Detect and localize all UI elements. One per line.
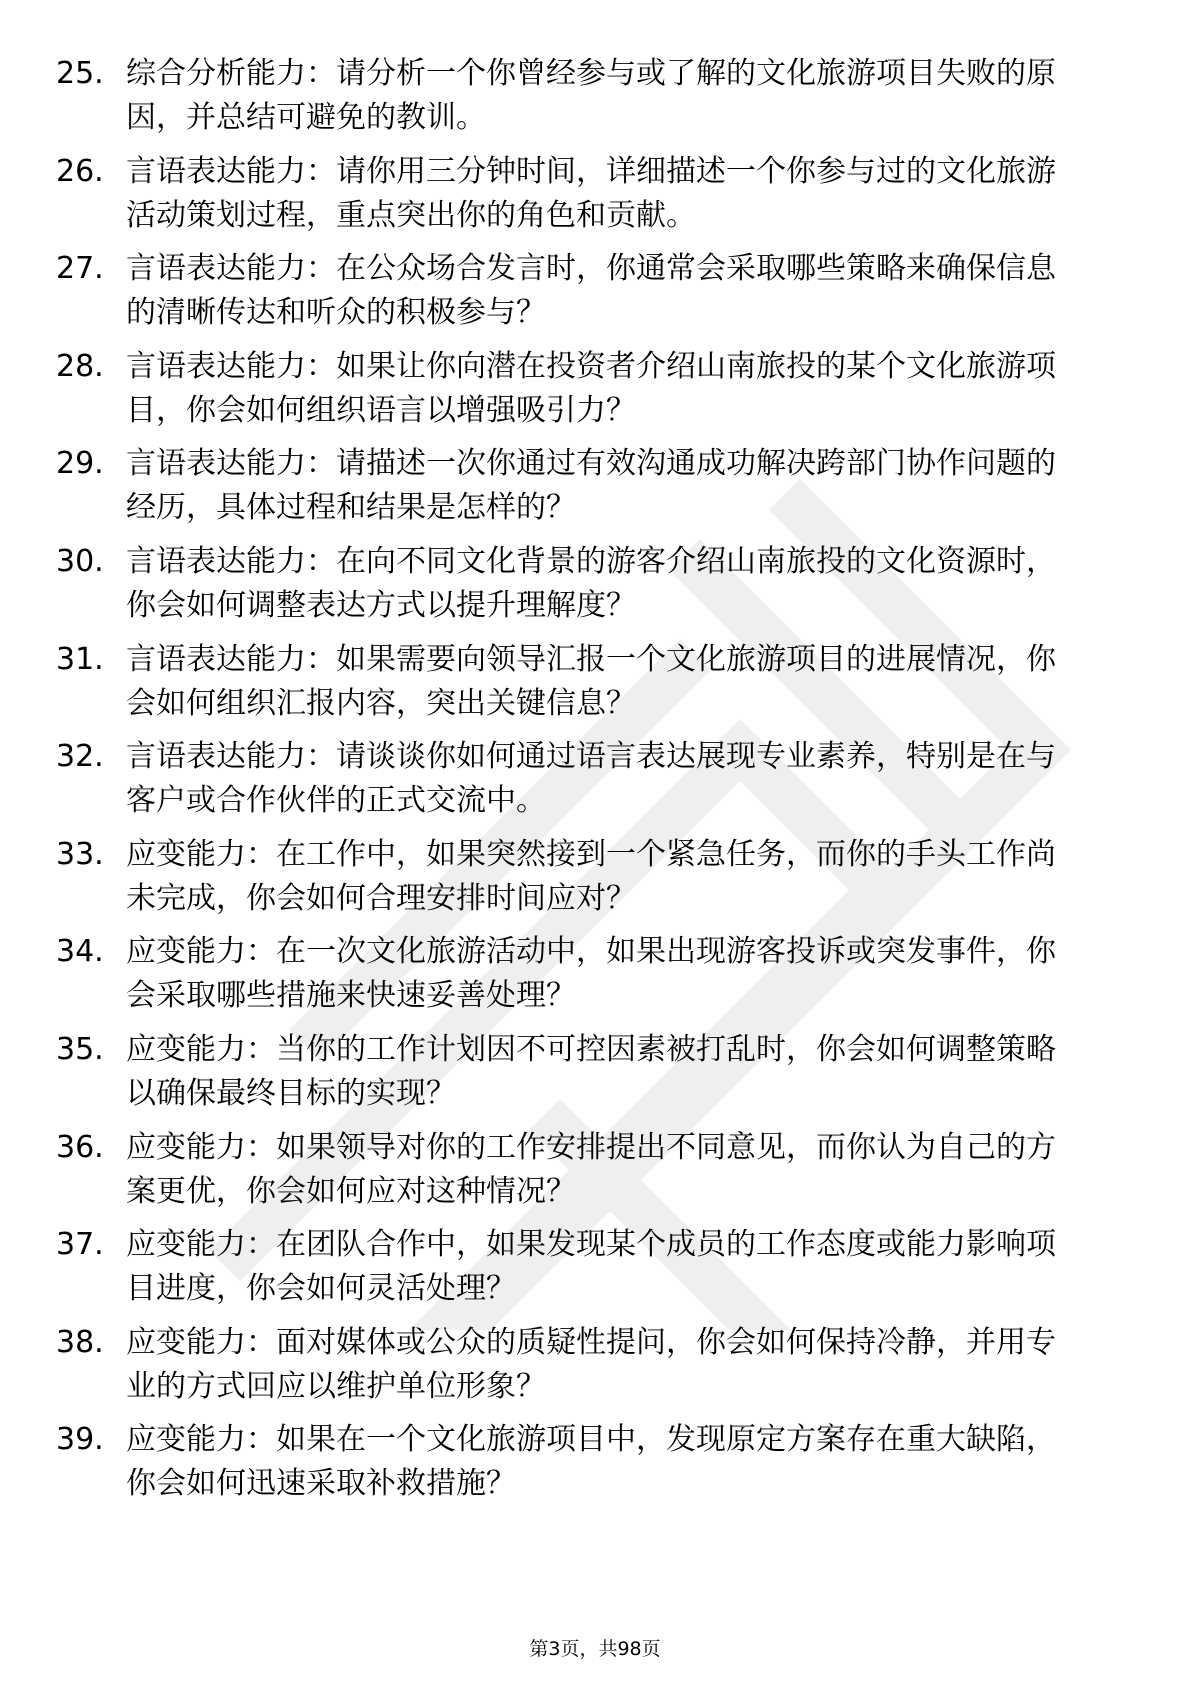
- question-text: 言语表达能力：请谈谈你如何通过语言表达展现专业素养，特别是在与客户或合作伙伴的正式交流中。: [126, 739, 1056, 819]
- question-text: 言语表达能力：在公众场合发言时，你通常会采取哪些策略来确保信息的清晰传达和听众的积极参与？: [126, 251, 1056, 331]
- question-number: 25.: [56, 56, 104, 91]
- question-item: [56, 1321, 1116, 1411]
- question-text: 言语表达能力：在向不同文化背景的游客介绍山南旅投的文化资源时，你会如何调整表达方式以提升理解度？: [126, 543, 1056, 623]
- question-text: 言语表达能力：请描述一次你通过有效沟通成功解决跨部门协作问题的经历，具体过程和结果是怎样的？: [126, 446, 1056, 526]
- question-text: 应变能力：如果领导对你的工作安排提出不同意见，而你认为自己的方案更优，你会如何应对这种情况？: [126, 1129, 1056, 1209]
- question-item: [56, 638, 1116, 728]
- question-item: [56, 735, 1116, 825]
- question-number: 33.: [56, 836, 104, 872]
- question-number: 31.: [56, 641, 104, 677]
- question-number: 35.: [56, 1031, 104, 1067]
- question-item: [56, 247, 1116, 337]
- question-text: 综合分析能力：请分析一个你曾经参与或了解的文化旅游项目失败的原因，并总结可避免的教训。: [126, 56, 1056, 135]
- question-item: [56, 1028, 1116, 1118]
- question-number: 26.: [56, 153, 104, 189]
- question-number: 36.: [56, 1129, 104, 1165]
- question-text: 言语表达能力：如果让你向潜在投资者介绍山南旅投的某个文化旅游项目，你会如何组织语言以增强吸引力？: [126, 348, 1056, 428]
- question-item: [56, 833, 1116, 923]
- question-text: 言语表达能力：如果需要向领导汇报一个文化旅游项目的进展情况，你会如何组织汇报内容，突出关键信息？: [126, 641, 1056, 721]
- question-item: [56, 930, 1116, 1020]
- question-text: 应变能力：在团队合作中，如果发现某个成员的工作态度或能力影响项目进度，你会如何灵活处理？: [126, 1227, 1056, 1307]
- question-item: [56, 1418, 1116, 1508]
- question-number: 29.: [56, 446, 104, 482]
- question-list: [56, 52, 1116, 1516]
- question-text: 应变能力：当你的工作计划因不可控因素被打乱时，你会如何调整策略以确保最终目标的实现？: [126, 1031, 1056, 1111]
- question-text: 应变能力：面对媒体或公众的质疑性提问，你会如何保持冷静，并用专业的方式回应以维护单位形象？: [126, 1324, 1056, 1404]
- question-text: 言语表达能力：请你用三分钟时间，详细描述一个你参与过的文化旅游活动策划过程，重点突出你的角色和贡献。: [126, 153, 1056, 233]
- question-item: [56, 1223, 1116, 1313]
- question-text: 应变能力：在工作中，如果突然接到一个紧急任务，而你的手头工作尚未完成，你会如何合理安排时间应对？: [126, 836, 1056, 916]
- question-item: [56, 540, 1116, 630]
- question-number: 37.: [56, 1227, 104, 1263]
- question-number: 39.: [56, 1422, 104, 1458]
- question-number: 32.: [56, 739, 104, 775]
- question-text: 应变能力：如果在一个文化旅游项目中，发现原定方案存在重大缺陷，你会如何迅速采取补救措施？: [126, 1422, 1056, 1502]
- question-text: 应变能力：在一次文化旅游活动中，如果出现游客投诉或突发事件，你会采取哪些措施来快速妥善处理？: [126, 934, 1056, 1014]
- question-item: [56, 1126, 1116, 1216]
- page-footer: 第3页，共98页: [529, 1638, 661, 1660]
- question-number: 30.: [56, 543, 104, 579]
- question-number: 34.: [56, 934, 104, 970]
- question-item: [56, 442, 1116, 532]
- question-item: [56, 345, 1116, 435]
- question-number: 28.: [56, 348, 104, 384]
- question-number: 38.: [56, 1324, 104, 1360]
- question-number: 27.: [56, 251, 104, 287]
- question-item: [56, 150, 1116, 240]
- question-item: [56, 52, 1116, 142]
